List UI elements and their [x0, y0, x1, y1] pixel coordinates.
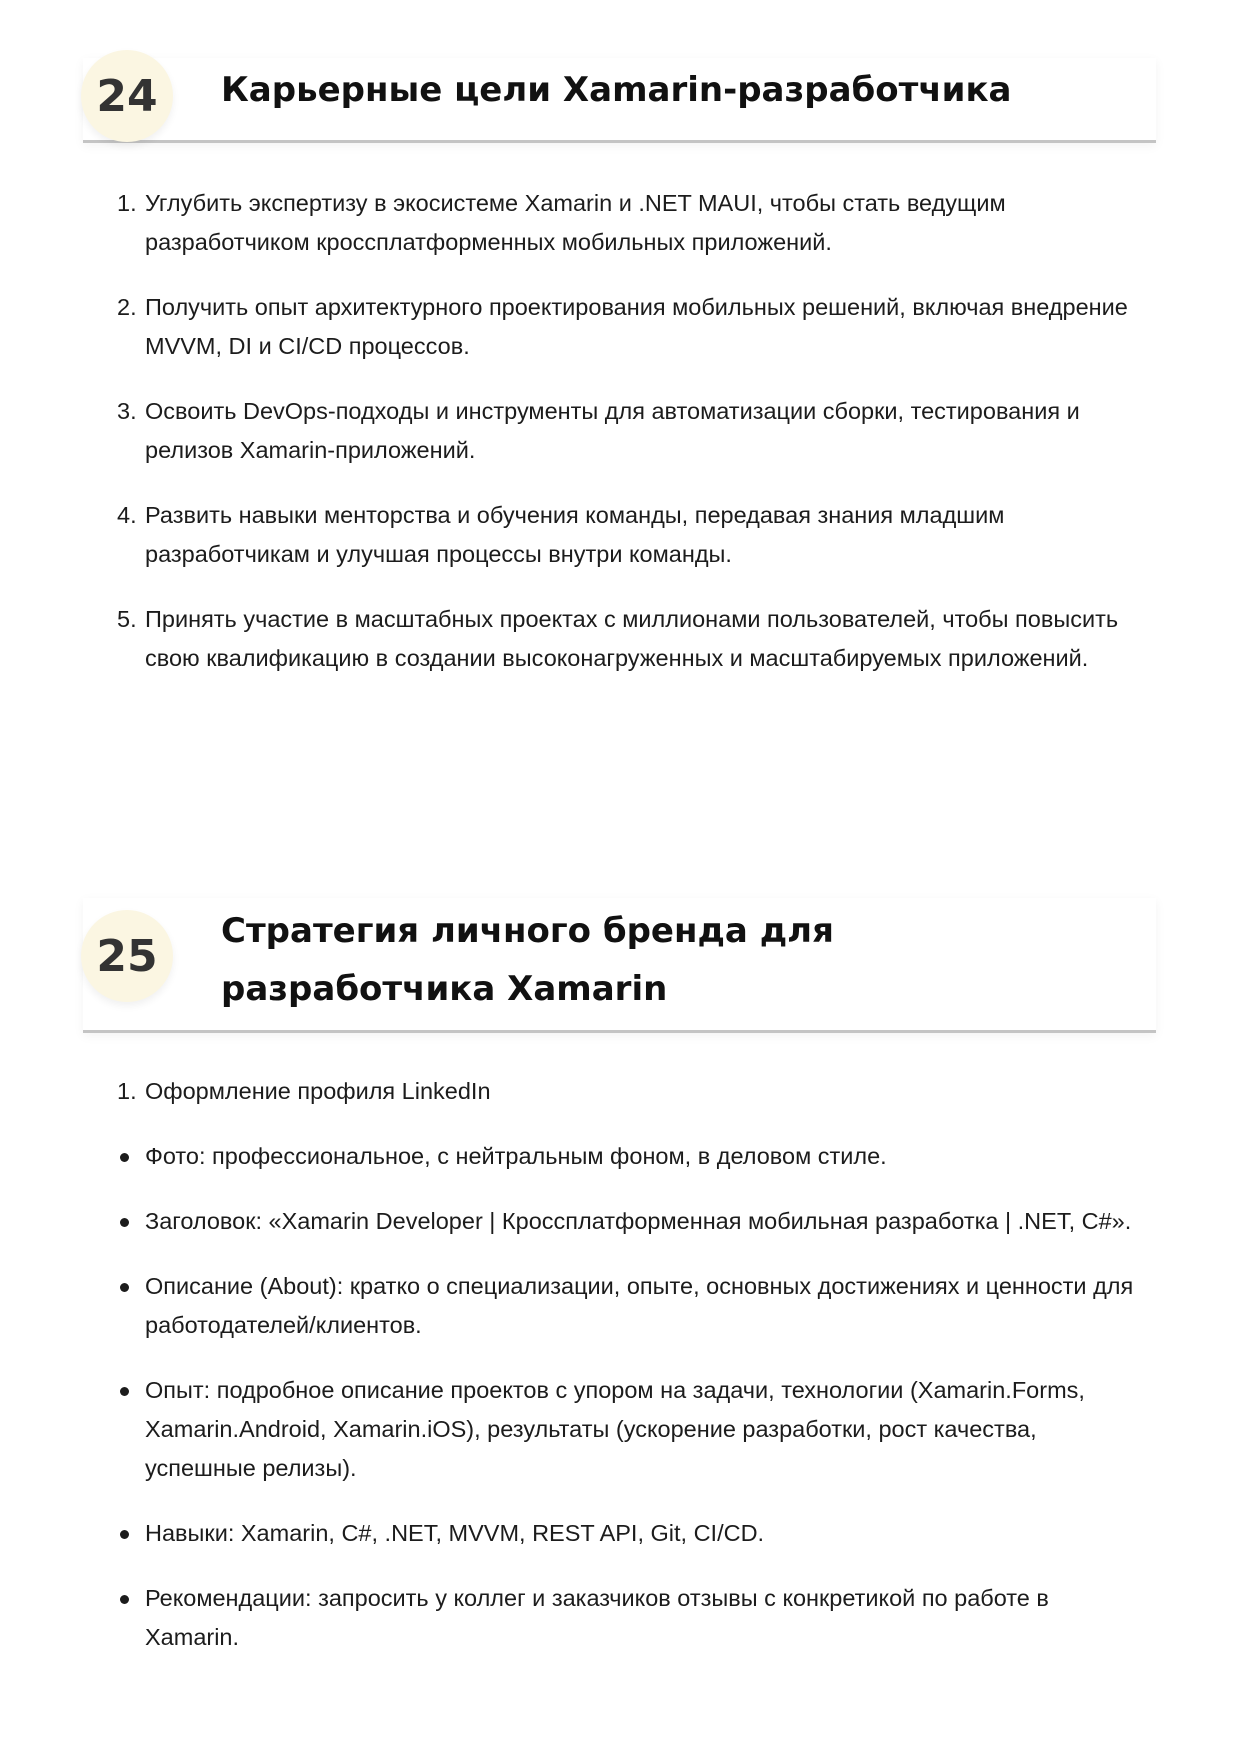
list-item	[117, 184, 1145, 262]
item-number: 2.	[117, 294, 137, 320]
section-number-badge: 25	[81, 910, 173, 1002]
section-25-header	[83, 898, 1156, 1033]
section-number-badge: 24	[81, 50, 173, 142]
item-number: 3.	[117, 398, 137, 424]
bullet-item	[145, 1137, 1145, 1176]
section-title: Стратегия личного бренда для разработчика Xamarin	[221, 911, 834, 1009]
bullet-item	[145, 1267, 1145, 1345]
item-text: Углубить экспертизу в экосистеме Xamarin и .NET MAUI, чтобы стать ведущим разработчиком кроссплатформенных мобильных приложений.	[145, 190, 1006, 255]
bullet-dot	[120, 1595, 129, 1604]
bullet-item	[145, 1371, 1145, 1488]
bullet-text: Опыт: подробное описание проектов с упором на задачи, технологии (Xamarin.Forms, Xamarin.Android, Xamarin.iOS), результаты (ускорение разработки, рост качества, успешные релизы).	[145, 1377, 1085, 1481]
career-goals-list	[117, 184, 1145, 678]
bullet-text: Рекомендации: запросить у коллег и заказчиков отзывы с конкретикой по работе в Xamarin.	[145, 1585, 1049, 1650]
bullet-item	[145, 1579, 1145, 1657]
bullet-dot	[120, 1218, 129, 1227]
item-text: Принять участие в масштабных проектах с миллионами пользователей, чтобы повысить свою квалификацию в создании высоконагруженных и масштабируемых приложений.	[145, 606, 1119, 671]
section-24-header	[83, 58, 1156, 143]
section-title: Карьерные цели Xamarin-разработчика	[221, 70, 1012, 110]
list-item	[117, 496, 1145, 574]
item-text: Освоить DevOps-подходы и инструменты для автоматизации сборки, тестирования и релизов Xamarin-приложений.	[145, 398, 1080, 463]
bullet-dot	[120, 1153, 129, 1162]
bullet-text: Заголовок: «Xamarin Developer | Кроссплатформенная мобильная разработка | .NET, C#».	[145, 1208, 1132, 1234]
bullet-dot	[120, 1387, 129, 1396]
bullet-item	[145, 1202, 1145, 1241]
list-item	[117, 600, 1145, 678]
item-number: 5.	[117, 606, 137, 632]
bullet-text: Навыки: Xamarin, C#, .NET, MVVM, REST API, Git, CI/CD.	[145, 1520, 765, 1546]
bullet-text: Фото: профессиональное, с нейтральным фоном, в деловом стиле.	[145, 1143, 887, 1169]
list-item	[117, 288, 1145, 366]
item-number: 4.	[117, 502, 137, 528]
item-number: 1.	[117, 1078, 137, 1104]
bullet-text: Описание (About): кратко о специализации, опыте, основных достижениях и ценности для работодателей/клиентов.	[145, 1273, 1134, 1338]
bullet-dot	[120, 1530, 129, 1539]
list-item	[117, 392, 1145, 470]
bullet-dot	[120, 1283, 129, 1292]
list-item	[117, 1072, 1145, 1111]
bullet-item	[145, 1514, 1145, 1553]
ordered-list	[117, 1072, 1145, 1111]
linkedin-profile-bullets	[145, 1137, 1145, 1657]
item-text: Получить опыт архитектурного проектирования мобильных решений, включая внедрение MVVM, DI и CI/CD процессов.	[145, 294, 1128, 359]
item-number: 1.	[117, 190, 137, 216]
item-text: Оформление профиля LinkedIn	[145, 1078, 491, 1104]
item-text: Развить навыки менторства и обучения команды, передавая знания младшим разработчикам и улучшая процессы внутри команды.	[145, 502, 1005, 567]
